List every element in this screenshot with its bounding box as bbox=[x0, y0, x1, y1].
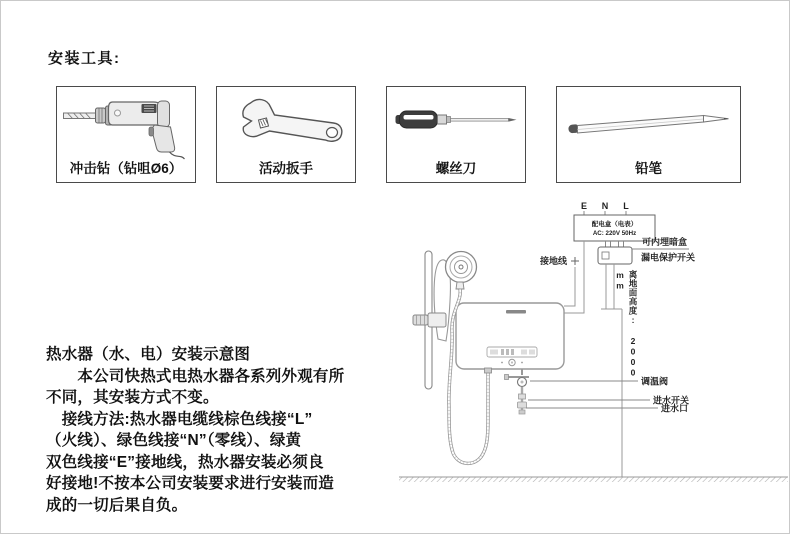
description-line: 不同，其安装方式不变。 bbox=[46, 389, 219, 406]
power-box-line2: AC: 220V 50Hz bbox=[592, 230, 637, 237]
installation-diagram bbox=[396, 191, 790, 503]
tool-label-screwdriver: 螺丝刀 bbox=[435, 161, 477, 176]
power-cable bbox=[564, 241, 584, 313]
ground-line bbox=[399, 477, 788, 482]
description-line: 本公司快热式电热水器各系列外观有所 bbox=[46, 367, 345, 385]
description-line: 接线方法:热水器电缆线棕色线接“L” bbox=[46, 410, 313, 428]
adjustable-wrench-illustration bbox=[217, 89, 355, 161]
page-title: 安装工具: bbox=[48, 50, 121, 67]
leakage-protection-switch bbox=[598, 247, 632, 264]
inlet-switch bbox=[519, 394, 526, 399]
leakage-switch-label: 漏电保护开关 bbox=[641, 252, 696, 263]
rail-bracket bbox=[428, 313, 446, 327]
ground-wire bbox=[564, 267, 575, 306]
ground-symbol bbox=[571, 257, 579, 265]
tool-label-impact-drill: 冲击钻（钻咀Ø6） bbox=[69, 161, 183, 176]
impact-drill-illustration bbox=[57, 89, 195, 161]
inlet-port bbox=[518, 402, 527, 408]
description-line: 双色线接“E”接地线，热水器安装必须良 bbox=[46, 453, 324, 471]
description-line: 成的一切后果自负。 bbox=[46, 496, 188, 514]
tool-box-pencil bbox=[556, 86, 741, 183]
inlet-switch-label: 进水开关 bbox=[653, 395, 690, 406]
ground-wire-label: 接地线 bbox=[539, 256, 567, 266]
terminal-n-label: N bbox=[601, 201, 609, 211]
box-to-switch-wires bbox=[606, 241, 624, 247]
water-heater bbox=[456, 303, 564, 369]
tool-box-impact-drill bbox=[56, 86, 196, 183]
description-block bbox=[46, 344, 376, 516]
terminal-leads bbox=[584, 211, 626, 215]
pencil-illustration bbox=[557, 89, 740, 161]
tool-box-adjustable-wrench bbox=[216, 86, 356, 183]
concealed-box-label: 可内埋暗盒 bbox=[642, 237, 688, 247]
tool-box-screwdriver bbox=[386, 86, 526, 183]
screwdriver-illustration bbox=[387, 89, 525, 161]
temp-valve-label: 调温阀 bbox=[641, 376, 669, 387]
description-heading: 热水器（水、电）安装示意图 bbox=[46, 346, 251, 363]
tool-label-adjustable-wrench: 活动扳手 bbox=[259, 161, 313, 176]
heater-logo bbox=[506, 310, 526, 314]
power-box-line1: 配电盒（电表） bbox=[591, 221, 638, 228]
terminal-l-label: L bbox=[623, 201, 629, 211]
inlet-valve-assembly bbox=[505, 369, 530, 414]
inlet-port-label: 进水口 bbox=[661, 403, 689, 414]
description-line: （火线）、绿色线接“N”（零线）、绿黄 bbox=[46, 432, 302, 449]
terminal-e-label: E bbox=[580, 201, 588, 211]
description-line: 好接地!不按本公司安装要求进行安装而造 bbox=[46, 475, 334, 492]
tool-label-pencil: 铅笔 bbox=[635, 161, 662, 176]
shower-rail bbox=[413, 251, 450, 389]
height-from-ground-label: 离地面高度: 2000 mm bbox=[615, 270, 638, 378]
